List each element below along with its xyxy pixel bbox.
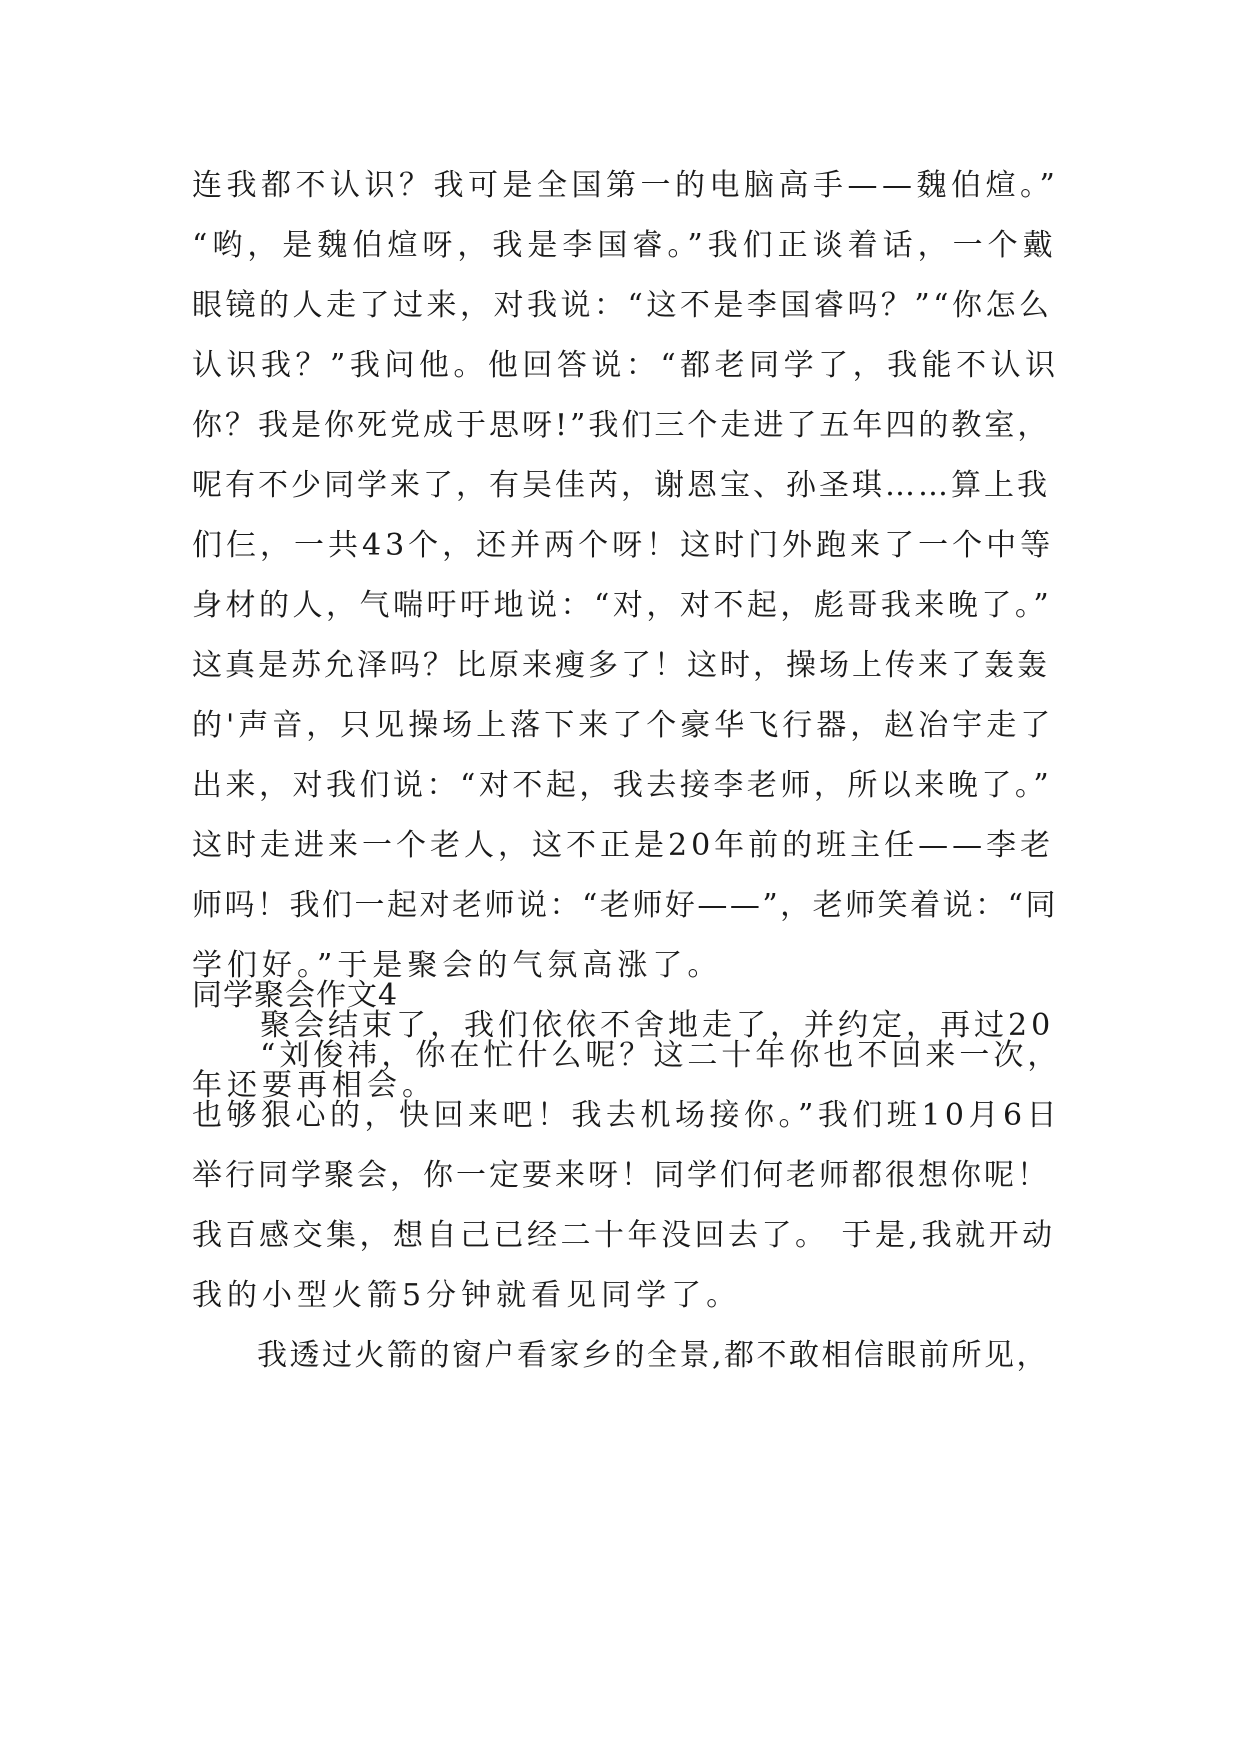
paragraph-line: 我透过火箭的窗户看家乡的全景,都不敢相信眼前所见， xyxy=(192,1338,1050,1373)
essay-4 xyxy=(192,966,1062,1386)
paragraph-line: 我百感交集，想自己已经二十年没回去了。 于是,我就开动 xyxy=(192,1218,1056,1253)
paragraph-line: 举行同学聚会，你一定要来呀！同学们何老师都很想你呢！ xyxy=(192,1158,1050,1193)
paragraph-line: 也够狠心的，快回来吧！我去机场接你。”我们班10月6日 xyxy=(192,1098,1062,1133)
paragraph-line: “刘俊祎，你在忙什么呢？这二十年你也不回来一次， xyxy=(192,1038,1062,1073)
paragraph-line: 眼镜的人走了过来，对我说：“这不是李国睿吗？”“你怎么 xyxy=(192,288,1053,323)
paragraph-line: 连我都不认识？我可是全国第一的电脑高手——魏伯煊。” xyxy=(192,168,1060,203)
essay-title: 同学聚会作文4 xyxy=(192,978,399,1013)
paragraph-line: 呢有不少同学来了，有吴佳芮，谢恩宝、孙圣琪……算上我 xyxy=(192,468,1050,503)
paragraph-line: “哟，是魏伯煊呀，我是李国睿。”我们正谈着话，一个戴 xyxy=(192,228,1058,263)
paragraph-line: 年还要再相会。 xyxy=(192,1068,437,1103)
paragraph-line: 认识我？”我问他。他回答说：“都老同学了，我能不认识 xyxy=(192,348,1060,383)
paragraph-line: 师吗！我们一起对老师说：“老师好——”，老师笑着说：“同 xyxy=(192,888,1059,923)
paragraph-line: 这真是苏允泽吗？比原来瘦多了！这时，操场上传来了轰轰 xyxy=(192,648,1050,683)
paragraph-line: 这时走进来一个老人，这不正是20年前的班主任——李老 xyxy=(192,828,1055,863)
paragraph-line: 你？我是你死党成于思呀!”我们三个走进了五年四的教室， xyxy=(192,408,1051,443)
paragraph-line: 身材的人，气喘吁吁地说：“对，对不起，彪哥我来晚了。” xyxy=(192,588,1053,623)
paragraph-line: 学们好。”于是聚会的气氛高涨了。 xyxy=(192,948,723,983)
paragraph-line: 聚会结束了，我们依依不舍地走了，并约定，再过20 xyxy=(192,1008,1055,1043)
paragraph-line: 的'声音，只见操场上落下来了个豪华飞行器，赵冶宇走了 xyxy=(192,708,1055,743)
paragraph-line: 出来，对我们说：“对不起，我去接李老师，所以来晚了。” xyxy=(192,768,1053,803)
paragraph-line: 我的小型火箭5分钟就看见同学了。 xyxy=(192,1278,742,1313)
paragraph-line: 们仨，一共43个，还并两个呀！这时门外跑来了一个中等 xyxy=(192,528,1055,563)
